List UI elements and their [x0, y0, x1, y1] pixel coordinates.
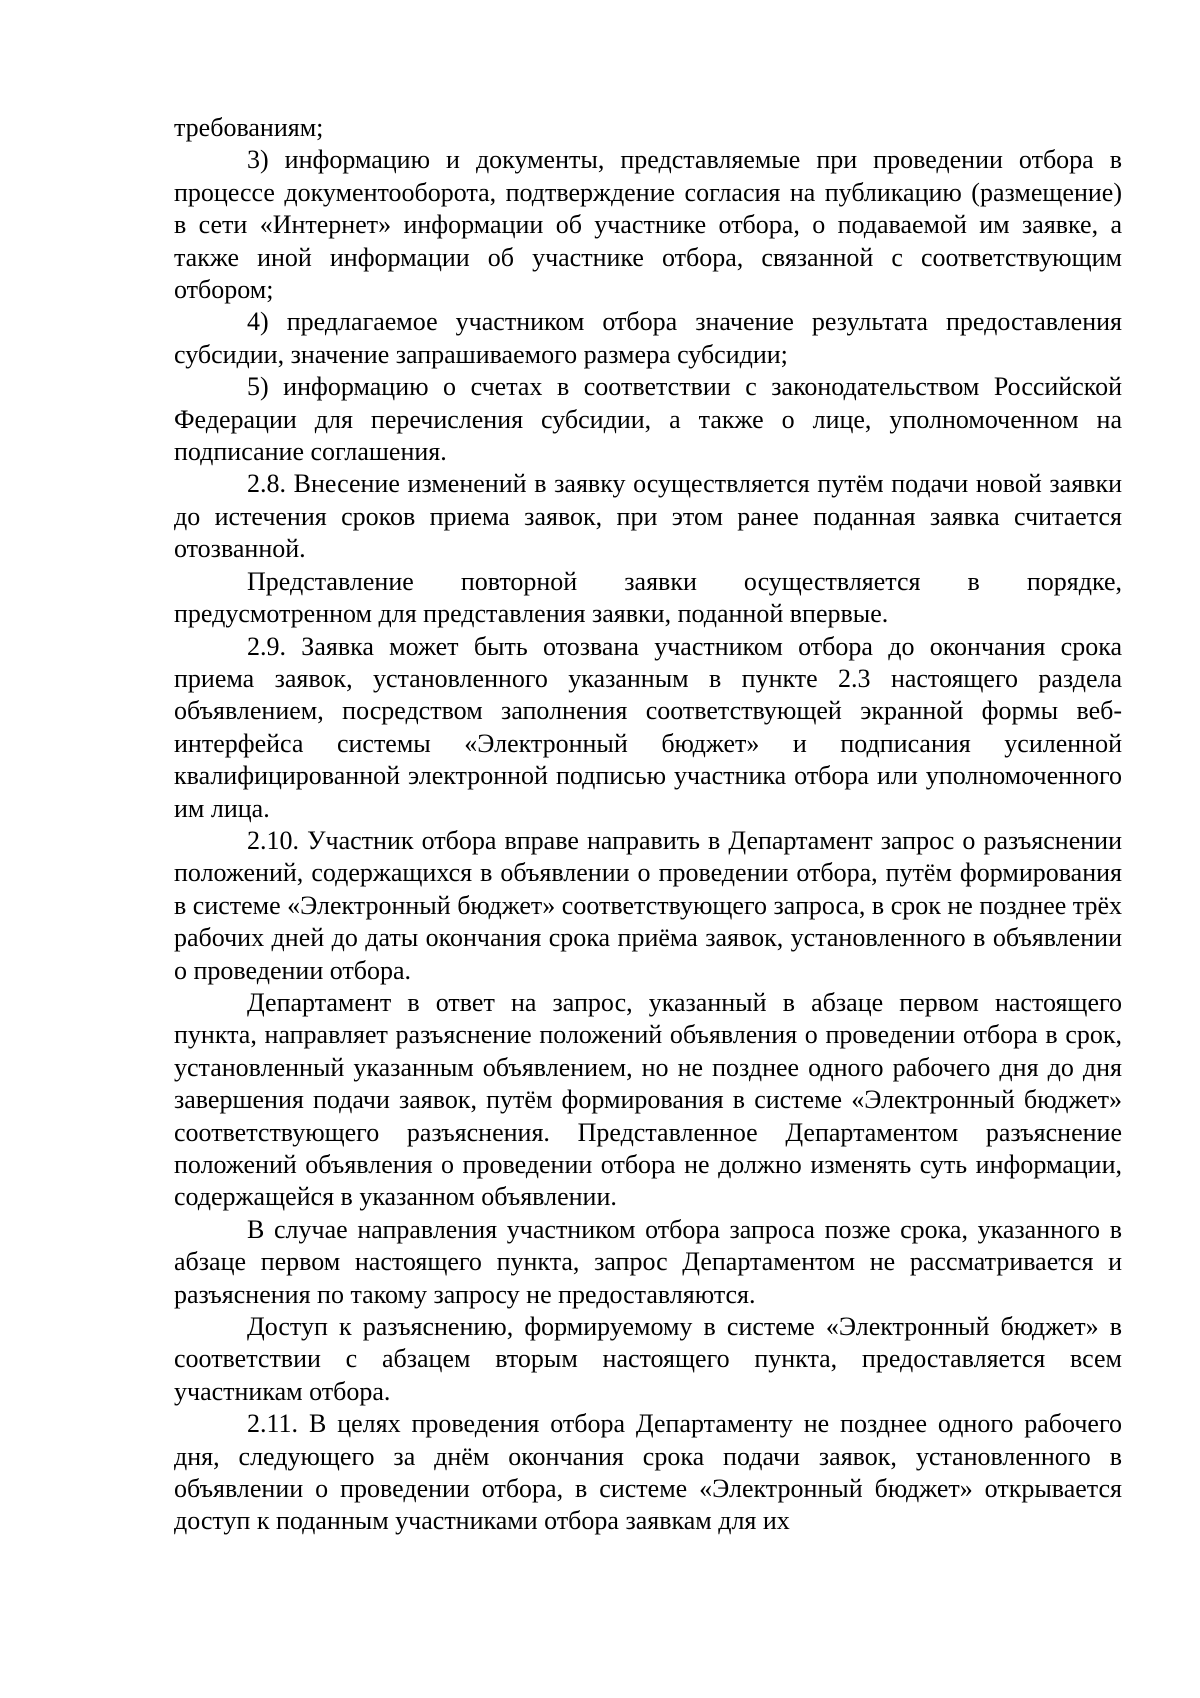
paragraph-2-10-response: Департамент в ответ на запрос, указанный в абзаце первом настоящего пункта, направляет разъяснение положений объявления о проведении отбора в срок, установленный указанным объявлением, но не позднее одного рабочего дня до дня завершения подачи заявок, путём формирования в системе «Электронный бюджет» соответствующего разъяснения. Представленное Департаментом разъяснение положений объявления о проведении отбора не должно изменять суть информации, содержащейся в указанном объявлении.: [174, 987, 1122, 1212]
paragraph-2-10-access: Доступ к разъяснению, формируемому в системе «Электронный бюджет» в соответствии с абзацем вторым настоящего пункта, предоставляется всем участникам отбора.: [174, 1312, 1122, 1406]
paragraph-2-9: 2.9. Заявка может быть отозвана участником отбора до окончания срока приема заявок, установленного указанным в пункте 2.3 настоящего раздела объявлением, посредством заполнения соответствующей экранной формы веб-интерфейса системы «Электронный бюджет» и подписания усиленной квалифицированной электронной подписью участника отбора или уполномоченного им лица.: [174, 631, 1122, 823]
document-page: [174, 112, 1122, 1538]
paragraph-item-5: 5) информацию о счетах в соответствии с законодательством Российской Федерации для перечисления субсидии, а также о лице, уполномоченном на подписание соглашения.: [174, 372, 1122, 467]
paragraph-2-8: 2.8. Внесение изменений в заявку осуществляется путём подачи новой заявки до истечения сроков приема заявок, при этом ранее поданная заявка считается отозванной.: [174, 469, 1122, 564]
paragraph-2-11: 2.11. В целях проведения отбора Департаменту не позднее одного рабочего дня, следующего за днём окончания срока подачи заявок, установленного в объявлении о проведении отбора, в системе «Электронный бюджет» открывается доступ к поданным участниками отбора заявкам для их: [174, 1409, 1122, 1536]
paragraph-continuation: требованиям;: [174, 113, 324, 142]
paragraph-2-10-late-request: В случае направления участником отбора запроса позже срока, указанного в абзаце первом настоящего пункта, запрос Департаментом не рассматривается и разъяснения по такому запросу не предоставляются.: [174, 1214, 1122, 1309]
paragraph-2-8-resubmission: Представление повторной заявки осуществляется в порядке, предусмотренном для представления заявки, поданной впервые.: [174, 566, 1122, 629]
paragraph-item-3: 3) информацию и документы, представляемые при проведении отбора в процессе документооборота, подтверждение согласия на публикацию (размещение) в сети «Интернет» информации об участнике отбора, о подаваемой им заявке, а также иной информации об участнике отбора, связанной с соответствующим отбором;: [174, 145, 1122, 305]
paragraph-2-10: 2.10. Участник отбора вправе направить в Департамент запрос о разъяснении положений, содержащихся в объявлении о проведении отбора, путём формирования в системе «Электронный бюджет» соответствующего запроса, в срок не позднее трёх рабочих дней до даты окончания срока приёма заявок, установленного в объявлении о проведении отбора.: [174, 825, 1122, 985]
paragraph-item-4: 4) предлагаемое участником отбора значение результата предоставления субсидии, значение запрашиваемого размера субсидии;: [174, 307, 1122, 369]
